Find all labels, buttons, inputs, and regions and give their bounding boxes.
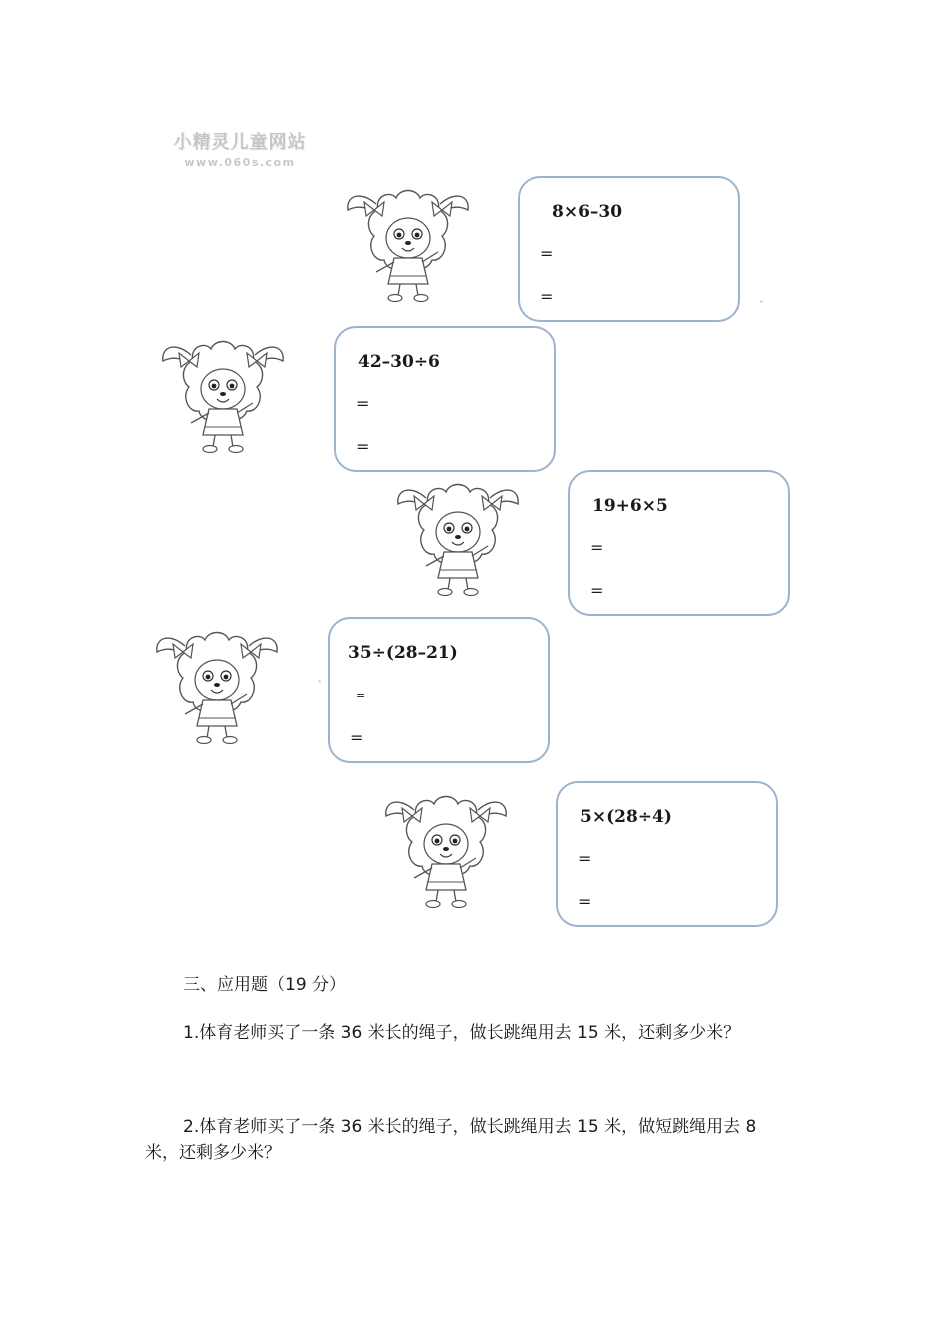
sheep-girl-icon: [147, 618, 287, 748]
sheep-girl-icon: [153, 327, 293, 457]
calc-box-5: [556, 781, 778, 927]
calc-box-1: [518, 176, 740, 322]
equals-line-1: =: [540, 244, 554, 263]
calc-expression: 42–30÷6: [358, 352, 440, 372]
calc-expression: 5×(28÷4): [580, 807, 672, 827]
sheep-girl-icon: [388, 470, 528, 600]
calc-expression: 35÷(28–21): [348, 643, 458, 663]
watermark-logo: [150, 128, 330, 169]
equals-line-2: =: [540, 287, 554, 306]
watermark-url: www.060s.com: [184, 156, 296, 169]
equals-line-2: =: [350, 728, 364, 747]
question-2-line-2: 米，还剩多少米？: [145, 1143, 281, 1163]
scan-speck: [760, 300, 763, 303]
section-heading: 三、应用题（19 分）: [183, 975, 347, 995]
sheep-girl-icon: [338, 176, 478, 306]
sheep-girl-icon: [376, 782, 516, 912]
scan-speck: [318, 680, 321, 683]
calc-box-3: [568, 470, 790, 616]
calc-expression: 8×6–30: [552, 202, 623, 222]
watermark-title: 小精灵儿童网站: [173, 132, 307, 153]
equals-line-1: =: [356, 394, 370, 413]
question-1: 1.体育老师买了一条 36 米长的绳子，做长跳绳用去 15 米，还剩多少米？: [183, 1023, 741, 1043]
equals-line-1: =: [356, 689, 366, 702]
calc-expression: 19+6×5: [592, 496, 668, 516]
calc-box-2: [334, 326, 556, 472]
equals-line-2: =: [578, 892, 592, 911]
calc-box-4: [328, 617, 550, 763]
equals-line-2: =: [356, 437, 370, 456]
equals-line-2: =: [590, 581, 604, 600]
question-2-line-1: 2.体育老师买了一条 36 米长的绳子，做长跳绳用去 15 米，做短跳绳用去 8: [183, 1117, 757, 1137]
equals-line-1: =: [590, 538, 604, 557]
equals-line-1: =: [578, 849, 592, 868]
